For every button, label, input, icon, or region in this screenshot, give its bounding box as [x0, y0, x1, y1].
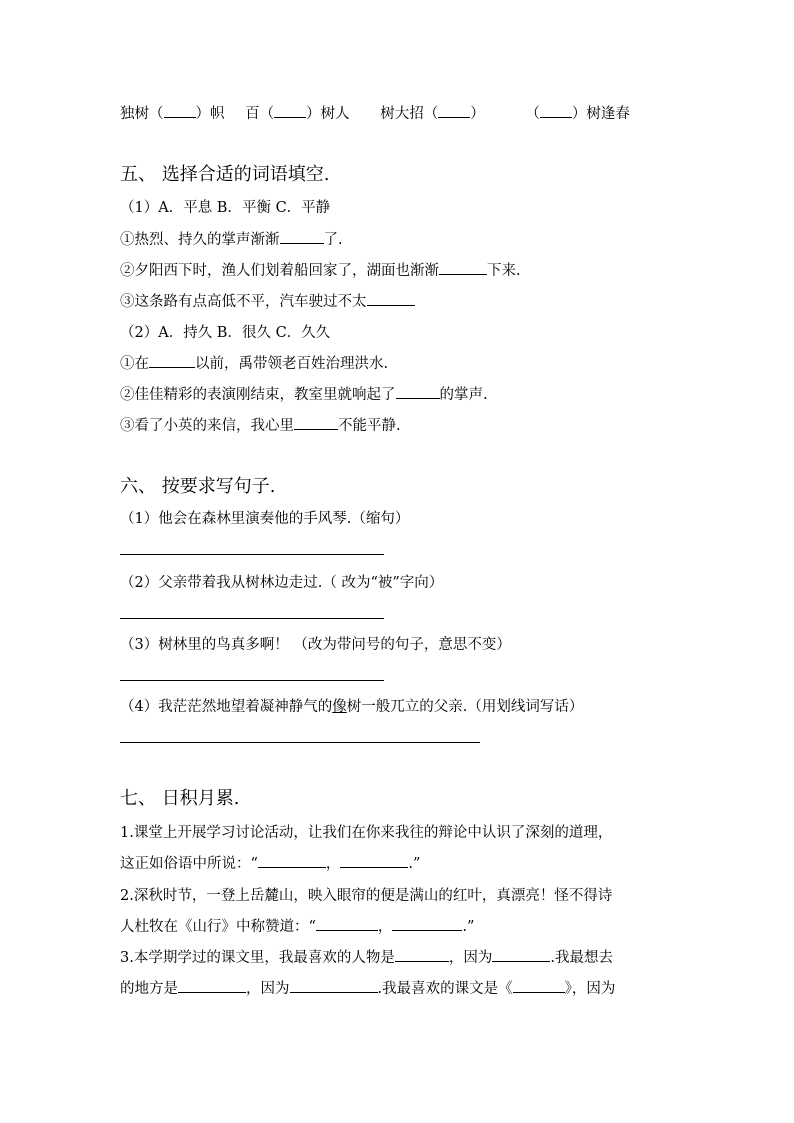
favorite-text-blank[interactable]: [513, 978, 565, 993]
favorite-character-blank[interactable]: [395, 947, 449, 962]
section-6-title: 六、 按要求写句子.: [120, 476, 276, 497]
section-5-q1: ①热烈、持久的掌声渐渐 了.: [120, 228, 343, 249]
section-7-item-2-line-2: 人杜牧在《山行》中称赞道：“ ， .”: [120, 915, 474, 936]
idiom-row: [120, 102, 630, 123]
section-5-q3: ③这条路有点高低不平，汽车驶过不太: [120, 290, 415, 311]
idiom-3-blank[interactable]: [438, 103, 470, 118]
idiom-1: 独树（ ）帜: [120, 106, 225, 122]
place-reason-blank[interactable]: [290, 978, 378, 993]
idiom-4-blank[interactable]: [540, 103, 572, 118]
section-5-q5-blank[interactable]: [396, 384, 440, 399]
poem-blank-1[interactable]: [316, 916, 378, 931]
section-7-item-1-line-2: 这正如俗语中所说：“ ， .”: [120, 852, 420, 873]
proverb-blank-1[interactable]: [258, 853, 326, 868]
section-6-q4: （4）我茫茫然地望着凝神静气的像树一般兀立的父亲.（用划线词写话）: [120, 699, 584, 715]
section-5-q1-blank[interactable]: [280, 229, 324, 244]
section-5-q2: ②夕阳西下时，渔人们划着船回家了，湖面也渐渐 下来.: [120, 259, 521, 280]
section-7-title: 七、 日积月累.: [120, 788, 240, 809]
section-6-q3: （3）树林里的鸟真多啊！ （改为带问号的句子，意思不变）: [120, 637, 511, 653]
section-6-q3-answer-line[interactable]: [120, 680, 384, 681]
idiom-1-blank[interactable]: [164, 103, 196, 118]
section-5-q4: ①在 以前，禹带领老百姓治理洪水.: [120, 352, 388, 373]
section-5-q2-blank[interactable]: [439, 260, 487, 275]
section-7-item-2-line-1: 2.深秋时节，一登上岳麓山，映入眼帘的便是满山的红叶，真漂亮！怪不得诗: [120, 888, 613, 904]
section-5-title: 五、 选择合适的词语填空.: [120, 164, 330, 185]
proverb-blank-2[interactable]: [340, 853, 408, 868]
section-6-q1: （1）他会在森林里演奏他的手风琴.（缩句）: [120, 511, 410, 527]
section-6-q1-answer-line[interactable]: [120, 554, 384, 555]
idiom-2-blank[interactable]: [274, 103, 306, 118]
section-5-q6: ③看了小英的来信，我心里 不能平静.: [120, 414, 401, 435]
section-5-q3-blank[interactable]: [367, 291, 415, 306]
section-5-group-1-options: （1）A．平息 B．平衡 C．平静: [120, 200, 331, 216]
section-7-item-3-line-1: 3.本学期学过的课文里，我最喜欢的人物是 ，因为 .我最想去: [120, 946, 613, 967]
character-reason-blank[interactable]: [492, 947, 550, 962]
favorite-place-blank[interactable]: [178, 978, 246, 993]
idiom-4: （ ）树逢春: [525, 106, 630, 122]
section-6-q2-answer-line[interactable]: [120, 618, 384, 619]
section-6-q2: （2）父亲带着我从树林边走过.（ 改为“被”字向）: [120, 575, 444, 591]
section-5-group-2-options: （2）A．持久 B．很久 C．久久: [120, 325, 331, 341]
underlined-word: 像: [332, 699, 347, 715]
section-5-q6-blank[interactable]: [294, 415, 338, 430]
section-6-q4-answer-line[interactable]: [120, 742, 480, 743]
section-7-item-3-line-2: 的地方是 ，因为 .我最喜欢的课文是《 》，因为: [120, 977, 615, 998]
section-5-q4-blank[interactable]: [149, 353, 195, 368]
section-5-q5: ②佳佳精彩的表演刚结束，教室里就响起了 的掌声.: [120, 383, 488, 404]
section-7-item-1-line-1: 1.课堂上开展学习讨论活动，让我们在你来我往的辩论中认识了深刻的道理，: [120, 825, 613, 841]
poem-blank-2[interactable]: [392, 916, 462, 931]
idiom-2: 百（ ）树人: [245, 106, 350, 122]
idiom-3: 树大招（ ）: [380, 106, 485, 122]
